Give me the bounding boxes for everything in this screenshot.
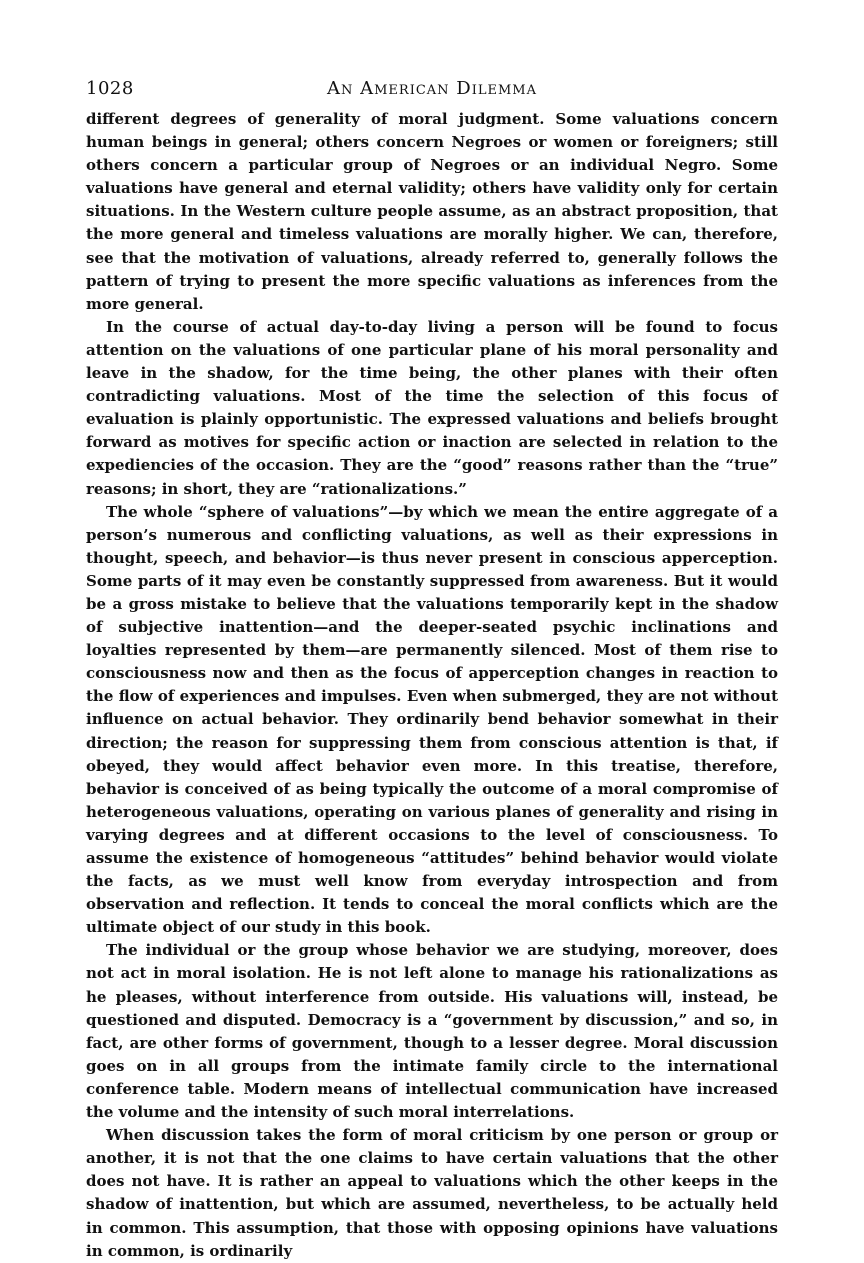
paragraph: The individual or the group whose behavior we are studying, moreover, does not act in moral isolation. He is not left alone to manage his rationalizations as he pleases, without interference from outside. His valuations will, instead, be questioned and disputed. Democracy is a “government by discussion,” and so, in fact, are other forms of government, though to a lesser degree. Moral discussion goes on in all groups from the intimate family circle to the international conference table. Modern means of intellectual communication have increased the volume and the intensity of such moral interrelations. bbox=[86, 941, 778, 1122]
body-text bbox=[86, 108, 778, 1263]
page-number: 1028 bbox=[86, 78, 134, 99]
paragraph: In the course of actual day-to-day living a person will be found to focus attention on the valuations of one particular plane of his moral personality and leave in the shadow, for the time being, the other planes with their often contradicting valuations. Most of the time the selection of this focus of evaluation is plainly opportunistic. The expressed valuations and beliefs brought forward as motives for specific action or inaction are selected in relation to the expediencies of the occasion. They are the “good” reasons rather than the “true” reasons; in short, they are “rationalizations.” bbox=[86, 317, 778, 498]
paragraph: When discussion takes the form of moral criticism by one person or group or another, it is not that the one claims to have certain valuations that the other does not have. It is rather an appeal to valuations which the other keeps in the shadow of inattention, but which are assumed, nevertheless, to be actually held in common. This assumption, that those with opposing opinions have valuations in common, is ordinarily bbox=[86, 1126, 778, 1260]
paragraph-continued: different degrees of generality of moral judgment. Some valuations concern human beings in general; others concern Negroes or women or foreigners; still others concern a particular group of Negroes or an individual Negro. Some valuations have general and eternal validity; others have validity only for certain situations. In the Western culture people assume, as an abstract proposition, that the more general and timeless valuations are morally higher. We can, therefore, see that the motivation of valuations, already referred to, generally follows the pattern of trying to present the more specific valuations as inferences from the more general. bbox=[86, 110, 778, 313]
running-head bbox=[86, 78, 778, 106]
book-title: An American Dilemma bbox=[327, 78, 537, 99]
paragraph: The whole “sphere of valuations”—by which we mean the entire aggregate of a person’s numerous and conflicting valuations, as well as their expressions in thought, speech, and behavior—is thus never present in conscious apperception. Some parts of it may even be constantly suppressed from awareness. But it would be a gross mistake to believe that the valuations temporarily kept in the shadow of subjective inattention—and the deeper-seated psychic inclinations and loyalties represented by them—are permanently silenced. Most of them rise to consciousness now and then as the focus of apperception changes in reaction to the flow of experiences and impulses. Even when submerged, they are not without influence on actual behavior. They ordinarily bend behavior somewhat in their direction; the reason for suppressing them from conscious attention is that, if obeyed, they would affect behavior even more. In this treatise, therefore, behavior is conceived of as being typically the outcome of a moral compromise of heterogeneous valuations, operating on various planes of generality and rising in varying degrees and at different occasions to the level of consciousness. To assume the existence of homogeneous “attitudes” behind behavior would violate the facts, as we must well know from everyday introspection and from observation and reflection. It tends to conceal the moral conflicts which are the ultimate object of our study in this book. bbox=[86, 502, 778, 937]
